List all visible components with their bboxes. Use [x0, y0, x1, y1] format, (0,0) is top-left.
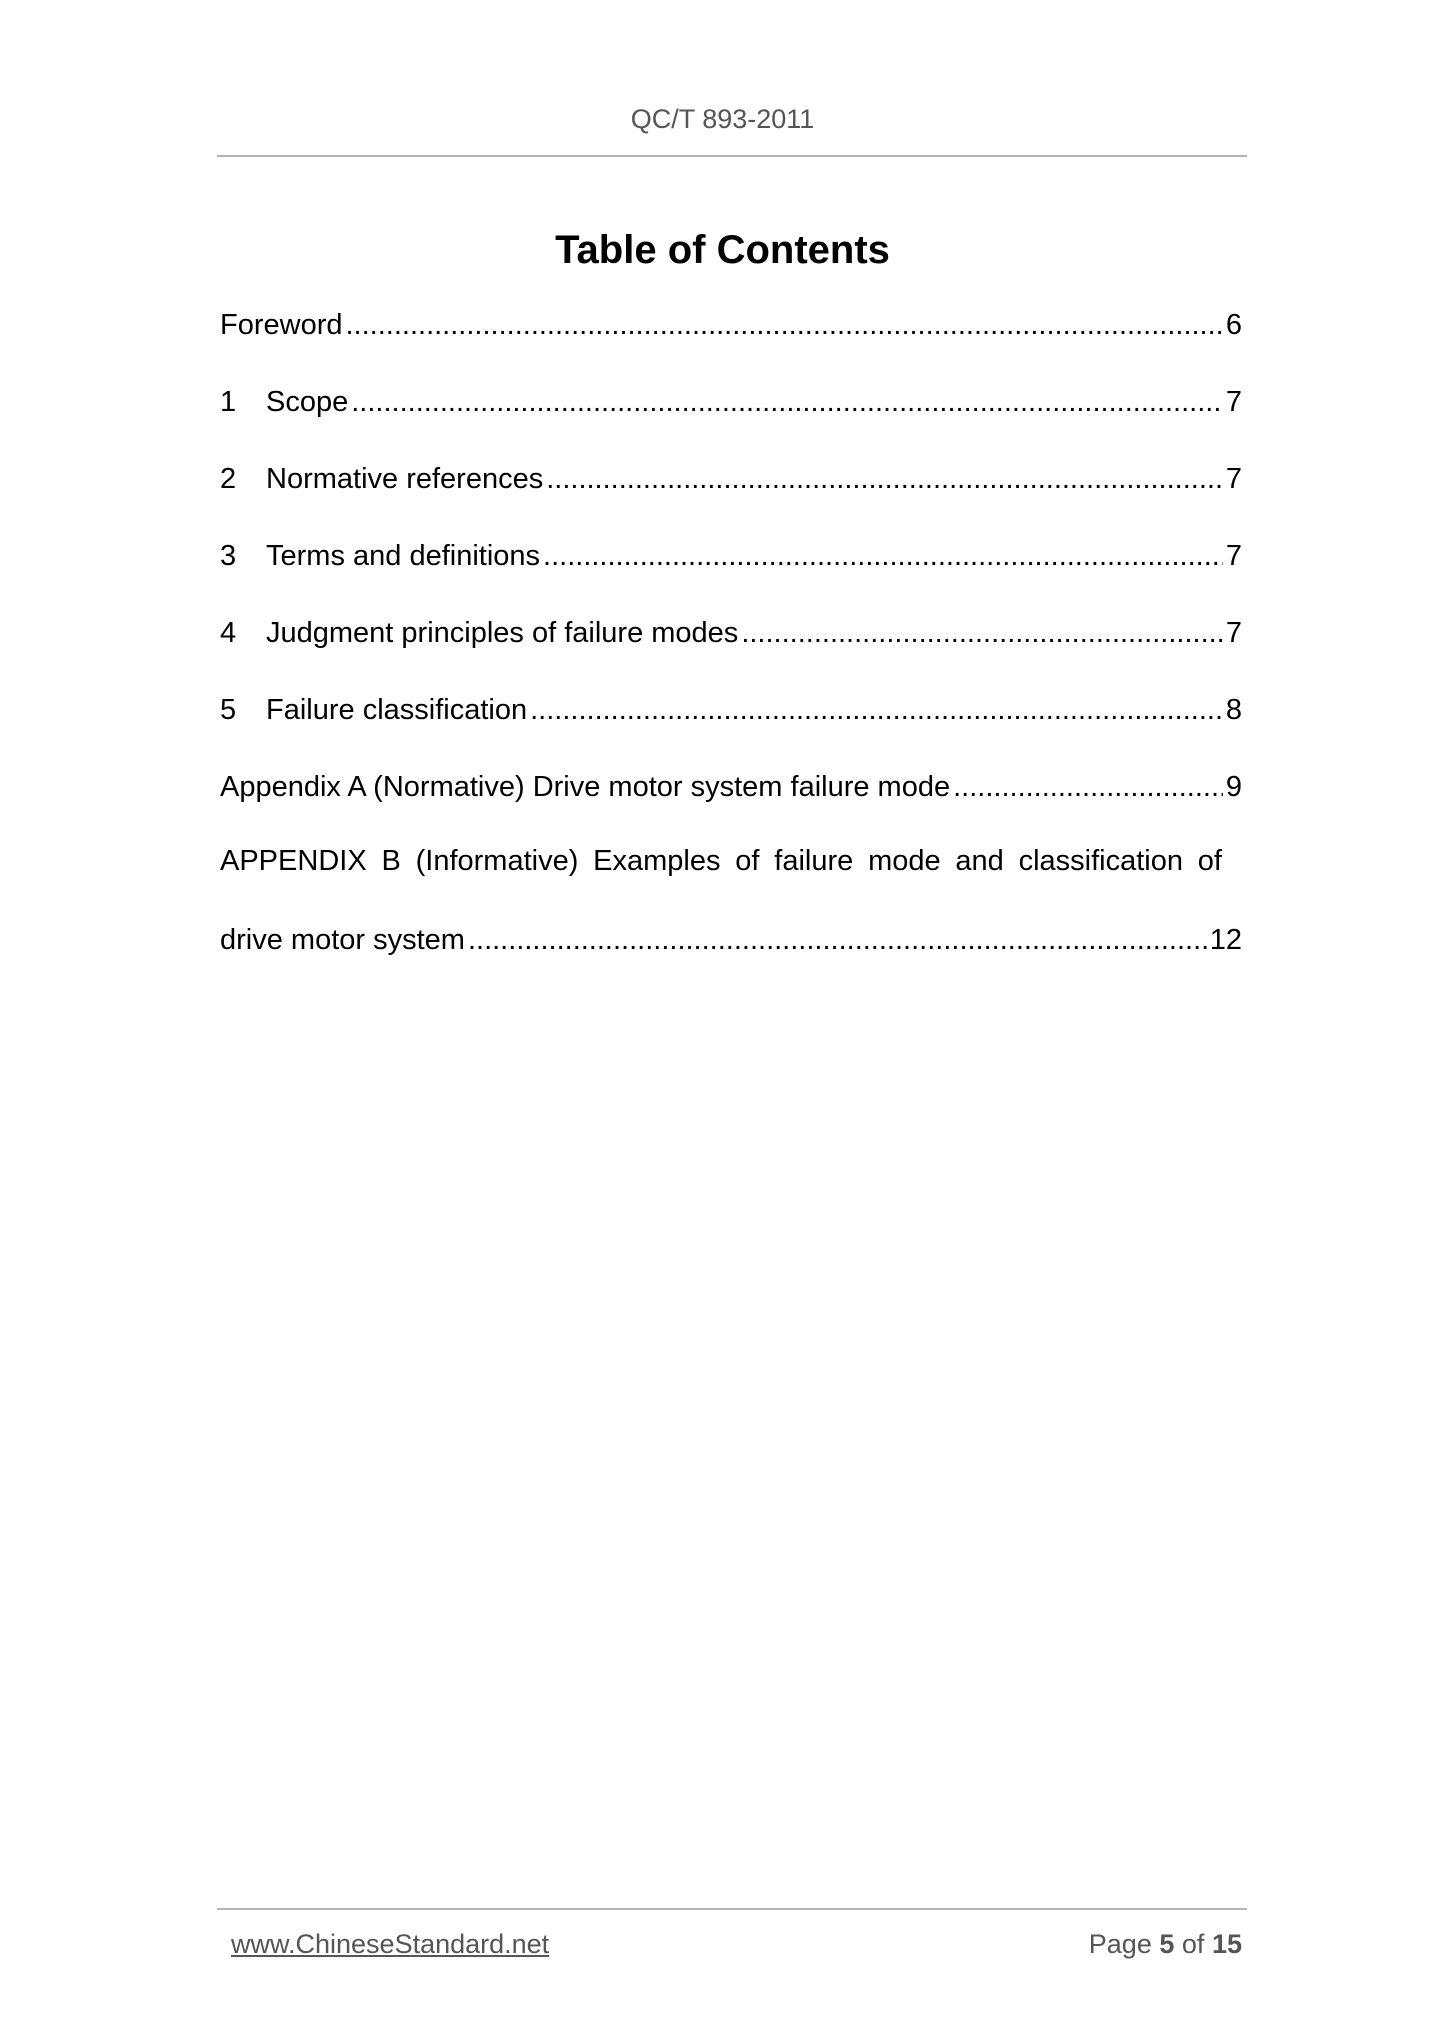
toc-entry-judgment-principles[interactable]	[220, 615, 1242, 651]
toc-leader-dots	[543, 538, 1223, 574]
footer-divider	[217, 1908, 1247, 1910]
toc-section-number: 3	[220, 540, 237, 572]
toc-entry-scope[interactable]	[220, 384, 1242, 420]
toc-entry-appendix-a[interactable]	[220, 769, 1242, 805]
toc-page-number: 8	[1225, 694, 1242, 726]
toc-leader-dots	[351, 384, 1223, 420]
toc-leader-dots	[546, 461, 1223, 497]
toc-page-number: 7	[1225, 617, 1242, 649]
toc-section-number: 1	[220, 386, 237, 418]
toc-section-number: 2	[220, 463, 237, 495]
toc-entry-label: drive motor system	[220, 924, 465, 956]
website-link[interactable]: www.ChineseStandard.net	[231, 1929, 550, 1959]
toc-entry-appendix-b-line1[interactable]: APPENDIX B (Informative) Examples of failure mode and classification of	[220, 845, 1222, 877]
toc-entry-label: Appendix A (Normative) Drive motor system failure mode	[220, 771, 951, 803]
toc-entry-terms-definitions[interactable]	[220, 538, 1242, 574]
toc-entry-label: Failure classification	[266, 694, 528, 726]
toc-leader-dots	[741, 615, 1223, 651]
document-id-header: QC/T 893-2011	[630, 104, 815, 134]
toc-leader-dots	[530, 692, 1223, 728]
toc-entry-foreword[interactable]	[220, 307, 1242, 343]
current-page-number: 5	[1159, 1929, 1175, 1959]
toc-section-number: 4	[220, 617, 237, 649]
toc-entry-label: Judgment principles of failure modes	[266, 617, 739, 649]
toc-entry-failure-classification[interactable]	[220, 692, 1242, 728]
page-prefix: Page	[1088, 1929, 1152, 1959]
total-pages-number: 15	[1211, 1929, 1242, 1959]
toc-page-number: 7	[1225, 463, 1242, 495]
page-of-label: of	[1181, 1929, 1205, 1959]
toc-page-number: 12	[1209, 924, 1242, 956]
toc-page-number: 6	[1225, 309, 1242, 341]
toc-leader-dots	[953, 769, 1223, 805]
toc-entry-label: Foreword	[220, 309, 343, 341]
toc-page-number: 7	[1225, 540, 1242, 572]
toc-entry-normative-references[interactable]	[220, 461, 1242, 497]
toc-page-number: 7	[1225, 386, 1242, 418]
toc-entry-label: Terms and definitions	[266, 540, 541, 572]
page-title: Table of Contents	[555, 228, 890, 272]
page-counter	[1089, 1929, 1242, 1960]
toc-leader-dots	[468, 922, 1207, 958]
toc-leader-dots	[346, 307, 1223, 343]
toc-entry-appendix-b[interactable]	[220, 922, 1242, 958]
toc-entry-label: Normative references	[266, 463, 544, 495]
toc-entry-label: Scope	[266, 386, 349, 418]
header-divider	[217, 155, 1247, 157]
toc-page-number: 9	[1225, 771, 1242, 803]
toc-section-number: 5	[220, 694, 237, 726]
